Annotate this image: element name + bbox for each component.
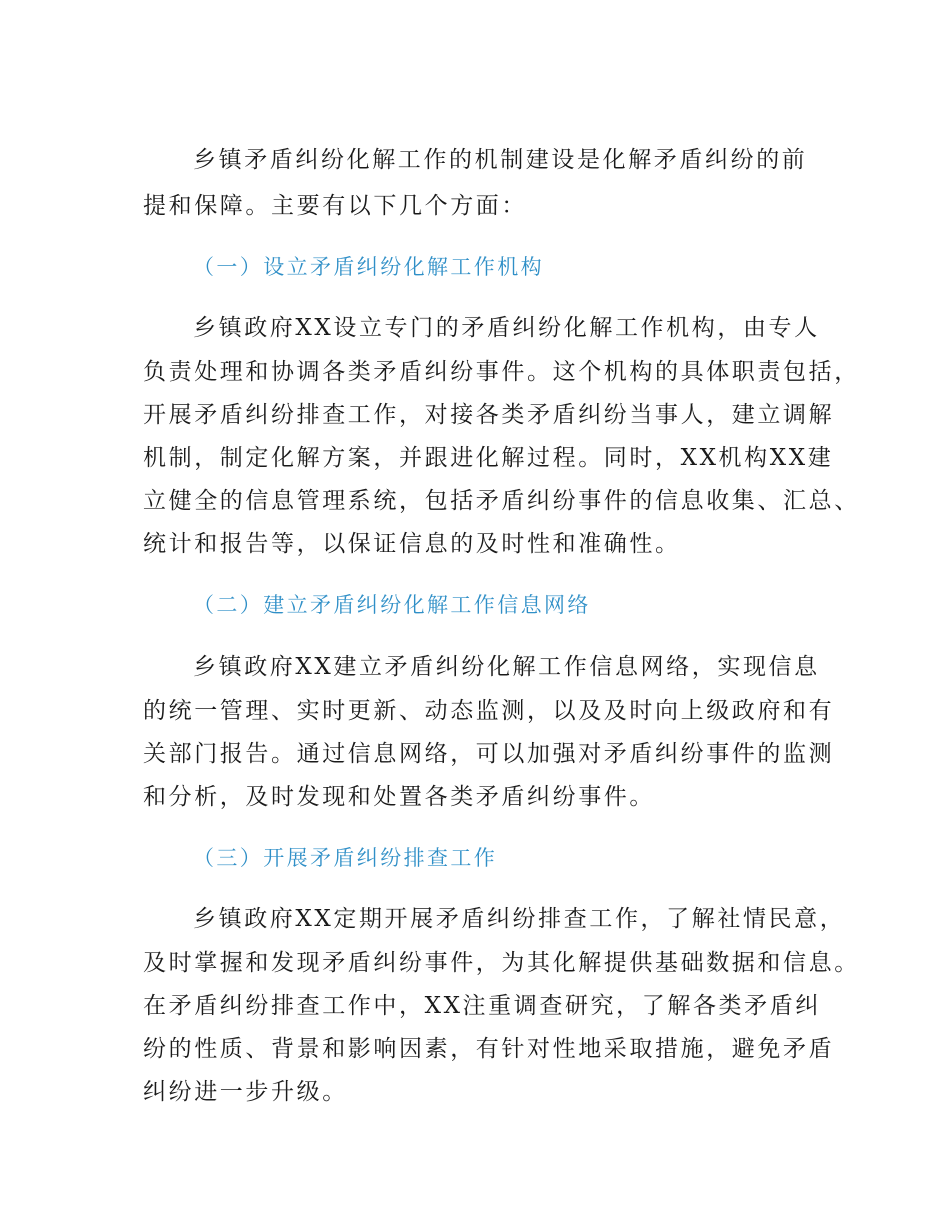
paragraph-line: 统计和报告等，以保证信息的及时性和准确性。 bbox=[143, 531, 681, 557]
paragraph-line: 及时掌握和发现矛盾纠纷事件，为其化解提供基础数据和信息。 bbox=[143, 950, 860, 976]
paragraph-line: 纷的性质、背景和影响因素，有针对性地采取措施，避免矛盾 bbox=[143, 1036, 835, 1062]
paragraph-line: 机制，制定化解方案，并跟进化解过程。同时，XX机构XX建 bbox=[143, 445, 834, 471]
section-heading-2: （二）建立矛盾纠纷化解工作信息网络 bbox=[193, 593, 591, 617]
paragraph-line: 提和保障。主要有以下几个方面： bbox=[143, 193, 527, 219]
paragraph-line: 开展矛盾纠纷排查工作，对接各类矛盾纠纷当事人，建立调解 bbox=[143, 402, 835, 428]
paragraph-line: 立健全的信息管理系统，包括矛盾纠纷事件的信息收集、汇总、 bbox=[143, 488, 860, 514]
paragraph-line: 乡镇政府XX设立专门的矛盾纠纷化解工作机构，由专人 bbox=[193, 315, 820, 341]
paragraph-line: 负责处理和协调各类矛盾纠纷事件。这个机构的具体职责包括， bbox=[143, 359, 860, 385]
paragraph-line: 乡镇政府XX定期开展矛盾纠纷排查工作，了解社情民意， bbox=[193, 906, 846, 932]
paragraph-line: 纠纷进一步升级。 bbox=[143, 1079, 348, 1105]
section-heading-3: （三）开展矛盾纠纷排查工作 bbox=[193, 846, 498, 870]
paragraph-line: 关部门报告。通过信息网络，可以加强对矛盾纠纷事件的监测 bbox=[143, 741, 835, 767]
paragraph-line: 的统一管理、实时更新、动态监测，以及及时向上级政府和有 bbox=[143, 698, 835, 724]
paragraph-line: 在矛盾纠纷排查工作中，XX注重调查研究，了解各类矛盾纠 bbox=[143, 993, 821, 1019]
section-heading-1: （一）设立矛盾纠纷化解工作机构 bbox=[193, 255, 544, 279]
paragraph-line: 乡镇政府XX建立矛盾纠纷化解工作信息网络，实现信息 bbox=[193, 654, 820, 680]
paragraph-line: 和分析，及时发现和处置各类矛盾纠纷事件。 bbox=[143, 784, 655, 810]
paragraph-line: 乡镇矛盾纠纷化解工作的机制建设是化解矛盾纠纷的前 bbox=[193, 147, 808, 173]
